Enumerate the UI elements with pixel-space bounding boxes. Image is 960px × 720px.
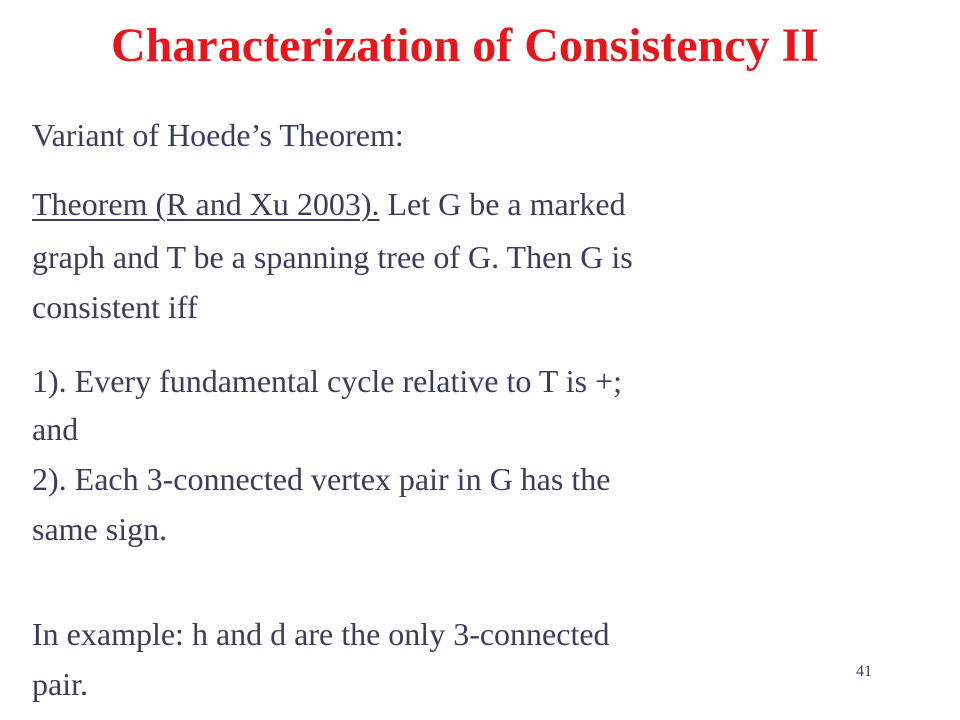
- theorem-line-2: graph and T be a spanning tree of G. Then G is: [32, 239, 633, 275]
- theorem-line-1-rest: Let G be a marked: [379, 186, 626, 222]
- subtitle: Variant of Hoede’s Theorem:: [32, 117, 404, 153]
- example-line-1: In example: h and d are the only 3-connected: [32, 616, 610, 652]
- theorem-label: Theorem (R and Xu 2003).: [32, 186, 380, 222]
- condition-1-line-1: 1). Every fundamental cycle relative to T is +;: [32, 363, 622, 399]
- condition-2-line-1: 2). Each 3-connected vertex pair in G has the: [32, 461, 611, 497]
- slide-title: Characterization of Consistency II: [111, 19, 819, 72]
- page-number: 41: [856, 663, 872, 680]
- theorem-line-1: [32, 183, 912, 225]
- example-line-2: pair.: [32, 666, 88, 702]
- condition-1-line-2: and: [32, 411, 79, 447]
- theorem-line-3: consistent iff: [32, 289, 198, 325]
- condition-2-line-2: same sign.: [32, 511, 168, 547]
